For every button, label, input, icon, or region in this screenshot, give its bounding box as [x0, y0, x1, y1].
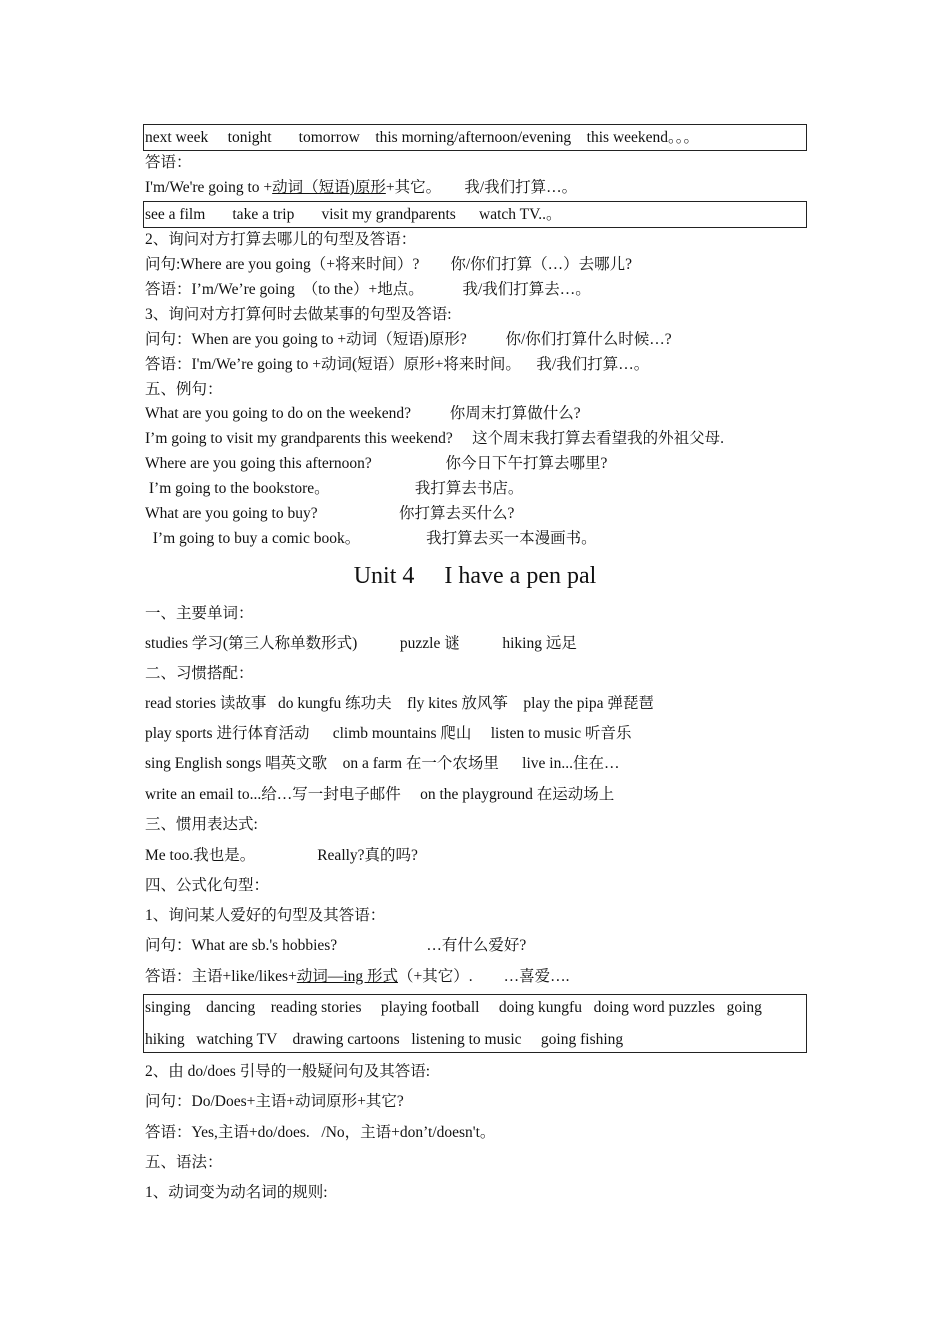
- when-answer: 答语：I'm/We’re going to +动词(短语）原形+将来时间。 我/我们打算…。: [145, 356, 650, 373]
- example-4: I’m going to the bookstore。 我打算去书店。: [145, 480, 524, 497]
- expressions-heading: 三、惯用表达式:: [145, 816, 258, 833]
- example-5: What are you going to buy? 你打算去买什么?: [145, 505, 515, 522]
- hobby-question: 问句：What are sb.'s hobbies? …有什么爱好?: [145, 937, 527, 954]
- answer-pattern-b: +其它。 我/我们打算…。: [385, 179, 578, 196]
- collocations-3: sing English songs 唱英文歌 on a farm 在一个农场里 live in...住在…: [145, 755, 620, 772]
- where-question: 问句:Where are you going（+将来时间）? 你/你们打算（…）去哪儿?: [145, 256, 633, 273]
- main-words: studies 学习(第三人称单数形式) puzzle 谜 hiking 远足: [145, 635, 577, 652]
- hobby-answer-b: （+其它）. …喜爱….: [398, 968, 570, 985]
- answer-pattern-underlined: 动词（短语)原形: [272, 179, 386, 196]
- hobbies-row-1: singing dancing reading stories playing football doing kungfu doing word puzzles going: [145, 999, 762, 1016]
- time-words-box: [143, 124, 807, 151]
- answer-pattern-a: I'm/We're going to +: [145, 179, 273, 196]
- hobbies-row-2: hiking watching TV drawing cartoons listening to music going fishing: [145, 1031, 624, 1048]
- hobbies-box: [143, 994, 807, 1053]
- example-3: Where are you going this afternoon? 你今日下午打算去哪里?: [145, 455, 608, 472]
- section-where-heading: 2、询问对方打算去哪儿的句型及答语：: [145, 231, 417, 248]
- examples-heading: 五、例句：: [145, 381, 223, 398]
- patterns-heading: 四、公式化句型：: [145, 877, 270, 894]
- grammar-heading: 五、语法：: [145, 1154, 223, 1171]
- example-1: What are you going to do on the weekend? 你周末打算做什么?: [145, 405, 581, 422]
- section-when-heading: 3、询问对方打算何时去做某事的句型及答语:: [145, 306, 452, 323]
- example-2: I’m going to visit my grandparents this weekend? 这个周末我打算去看望我的外祖父母.: [145, 430, 725, 447]
- hobby-heading: 1、询问某人爱好的句型及其答语：: [145, 907, 386, 924]
- collocations-4: write an email to...给…写一封电子邮件 on the playground 在运动场上: [145, 786, 615, 803]
- expressions: Me too.我也是。 Really?真的吗?: [145, 847, 418, 864]
- where-answer: 答语：I’m/We’re going （to the）+地点。 我/我们打算去…。: [145, 281, 591, 298]
- gerund-rules-heading: 1、动词变为动名词的规则:: [145, 1184, 328, 1201]
- hobby-answer-underlined: 动词—ing 形式: [296, 968, 398, 985]
- activities: see a film take a trip visit my grandparents watch TV..。: [145, 206, 562, 223]
- answer-label: 答语：: [145, 154, 192, 171]
- dodoes-answer: 答语：Yes,主语+do/does. /No，主语+don’t/doesn't。: [145, 1124, 496, 1141]
- hobby-answer: [145, 967, 570, 987]
- example-6: I’m going to buy a comic book。 我打算去买一本漫画书。: [145, 530, 597, 547]
- hobby-answer-a: 答语：主语+like/likes+: [145, 968, 297, 985]
- main-words-heading: 一、主要单词：: [145, 605, 254, 622]
- collocations-1: read stories 读故事 do kungfu 练功夫 fly kites 放风筝 play the pipa 弹琵琶: [145, 695, 654, 712]
- activities-box: [143, 201, 807, 228]
- unit-title: Unit 4 I have a pen pal: [353, 563, 597, 589]
- when-question: 问句：When are you going to +动词（短语)原形? 你/你们打算什么时候…?: [145, 331, 672, 348]
- time-words: next week tonight tomorrow this morning/afternoon/evening this weekend。。。: [145, 129, 700, 146]
- collocations-2: play sports 进行体育活动 climb mountains 爬山 listen to music 听音乐: [145, 725, 632, 742]
- answer-pattern: [145, 178, 577, 198]
- dodoes-heading: 2、由 do/does 引导的一般疑问句及其答语:: [145, 1063, 431, 1080]
- dodoes-question: 问句：Do/Does+主语+动词原形+其它?: [145, 1093, 404, 1110]
- collocations-heading: 二、习惯搭配：: [145, 665, 254, 682]
